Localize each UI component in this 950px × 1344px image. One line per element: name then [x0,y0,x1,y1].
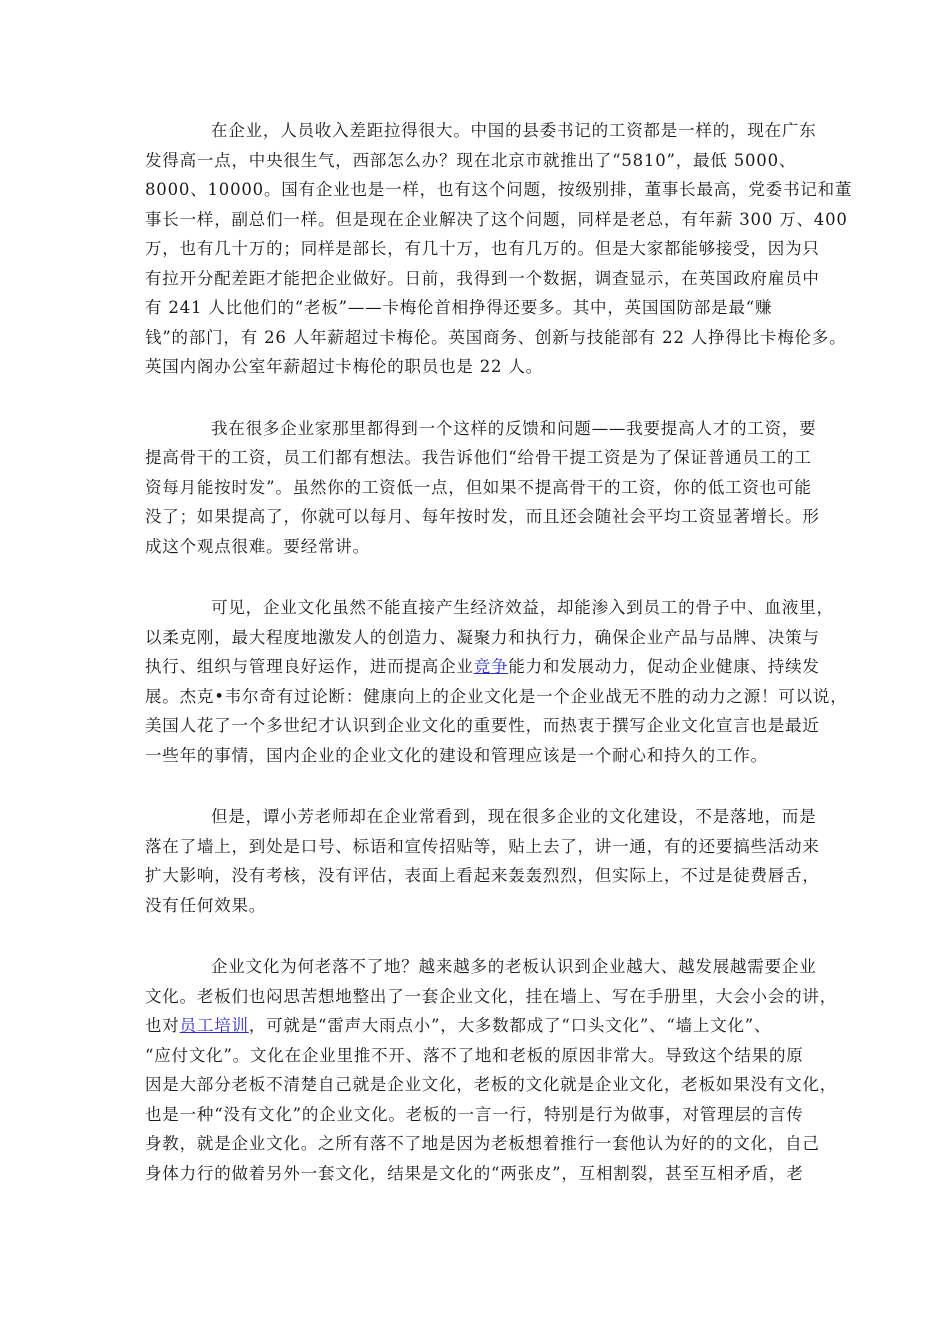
text-line: 资每月能按时发”。虽然你的工资低一点，但如果不提高骨干的工资，你的低工资也可能 [145,477,812,497]
text-segment: 也对 [145,1016,180,1035]
text-line: 万，也有几十万的；同样是部长，有几十万，也有几万的。但是大家都能够接受，因为只 [145,239,820,258]
text-line: 身教，就是企业文化。之所有落不了地是因为老板想着推行一套他认为好的的文化，自己 [145,1134,820,1153]
text-line: “应付文化”。文化在企业里推不开、落不了地和老板的原因非常大。导致这个结果的原 [145,1045,804,1065]
text-line: 事长一样，副总们一样。但是现在企业解决了这个问题，同样是老总，有年薪 300 万、400 [145,209,848,229]
text-line: 没了；如果提高了，你就可以每月、每年按时发，而且还会随社会平均工资显著增长。形 [145,507,820,526]
text-line: 文化。老板们也闷思苦想地整出了一套企业文化，挂在墙上、写在手册里，大会小会的讲， [145,986,837,1006]
text-line: 英国内阁办公室年薪超过卡梅伦的职员也是 22 人。 [145,357,543,376]
link-competition[interactable]: 竞争 [473,657,509,676]
text-line: 落在了墙上，到处是口号、标语和宣传招贴等，贴上去了，讲一通，有的还要搞些活动来 [145,836,820,856]
text-line: 在企业，人员收入差距拉得很大。中国的县委书记的工资都是一样的，现在广东 [211,121,817,140]
text-line: 身体力行的做着另外一套文化，结果是文化的“两张皮”，互相割裂，甚至互相矛盾，老 [145,1163,804,1183]
text-line: 美国人花了一个多世纪才认识到企业文化的重要性，而热衷于撰写企业文化宣言也是最近 [145,716,820,735]
text-line: 企业文化为何老落不了地？越来越多的老板认识到企业越大、越发展越需要企业 [211,957,817,976]
text-line: 钱”的部门，有 26 人年薪超过卡梅伦。英国商务、创新与技能部有 22 人挣得比卡梅伦多。 [145,327,847,347]
text-line: 一些年的事情，国内企业的企业文化的建设和管理应该是一个耐心和持久的工作。 [145,745,768,765]
text-line: 我在很多企业家那里都得到一个这样的反馈和问题——我要提高人才的工资，要 [211,418,817,438]
link-employee-training[interactable]: 员工培训 [179,1016,249,1035]
text-segment: 能力和发展动力，促动企业健康、持续发 [508,657,820,676]
paragraph-culture-on-walls [145,802,820,920]
text-line: 发得高一点，中央很生气，西部怎么办？现在北京市就推出了“5810”，最低 5000、 [145,150,797,170]
text-line: 可见，企业文化虽然不能直接产生经济效益，却能渗入到员工的骨子中、血液里， [211,598,834,617]
text-line: 也是一种“没有文化”的企业文化。老板的一言一行，特别是行为做事，对管理层的言传 [145,1104,804,1124]
text-line: 以柔克刚，最大程度地激发人的创造力、凝聚力和执行力，确保企业产品与品牌、决策与 [145,627,820,647]
text-segment: 执行、组织与管理良好运作，进而提高企业 [145,657,474,676]
text-line: 成这个观点很难。要经常讲。 [145,536,370,556]
paragraph-why-culture-fails [145,952,837,1188]
text-line: 有拉开分配差距才能把企业做好。日前，我得到一个数据，调查显示，在英国政府雇员中 [145,268,820,288]
text-line: 8000、10000。国有企业也是一样，也有这个问题，按级别排，董事长最高，党委书记和董 [145,180,853,199]
text-segment: ，可就是“雷声大雨点小”，大多数都成了“口头文化”、“墙上文化”、 [248,1016,772,1035]
text-line: 但是，谭小芳老师却在企业常看到，现在很多企业的文化建设，不是落地，而是 [211,807,817,826]
document-page [145,116,853,1220]
text-line [145,1011,799,1041]
text-line: 提高骨干的工资，员工们都有想法。我告诉他们“给骨干提工资是为了保证普通员工的工 [145,448,812,467]
paragraph-key-staff-pay [145,414,820,562]
text-line: 有 241 人比他们的“老板”——卡梅伦首相挣得还要多。其中，英国国防部是最“赚 [145,298,773,317]
text-line: 没有任何效果。 [145,895,267,915]
text-line: 因是大部分老板不清楚自己就是企业文化，老板的文化就是企业文化，老板如果没有文化， [145,1075,837,1094]
text-line: 扩大影响，没有考核，没有评估，表面上看起来轰轰烈烈，但实际上，不过是徒费唇舌， [145,866,820,885]
paragraph-salary-gap [145,116,853,382]
paragraph-corporate-culture-value [145,593,848,770]
text-line: 展。杰克•韦尔奇有过论断：健康向上的企业文化是一个企业战无不胜的动力之源！可以说， [145,686,848,706]
text-line [145,652,820,682]
